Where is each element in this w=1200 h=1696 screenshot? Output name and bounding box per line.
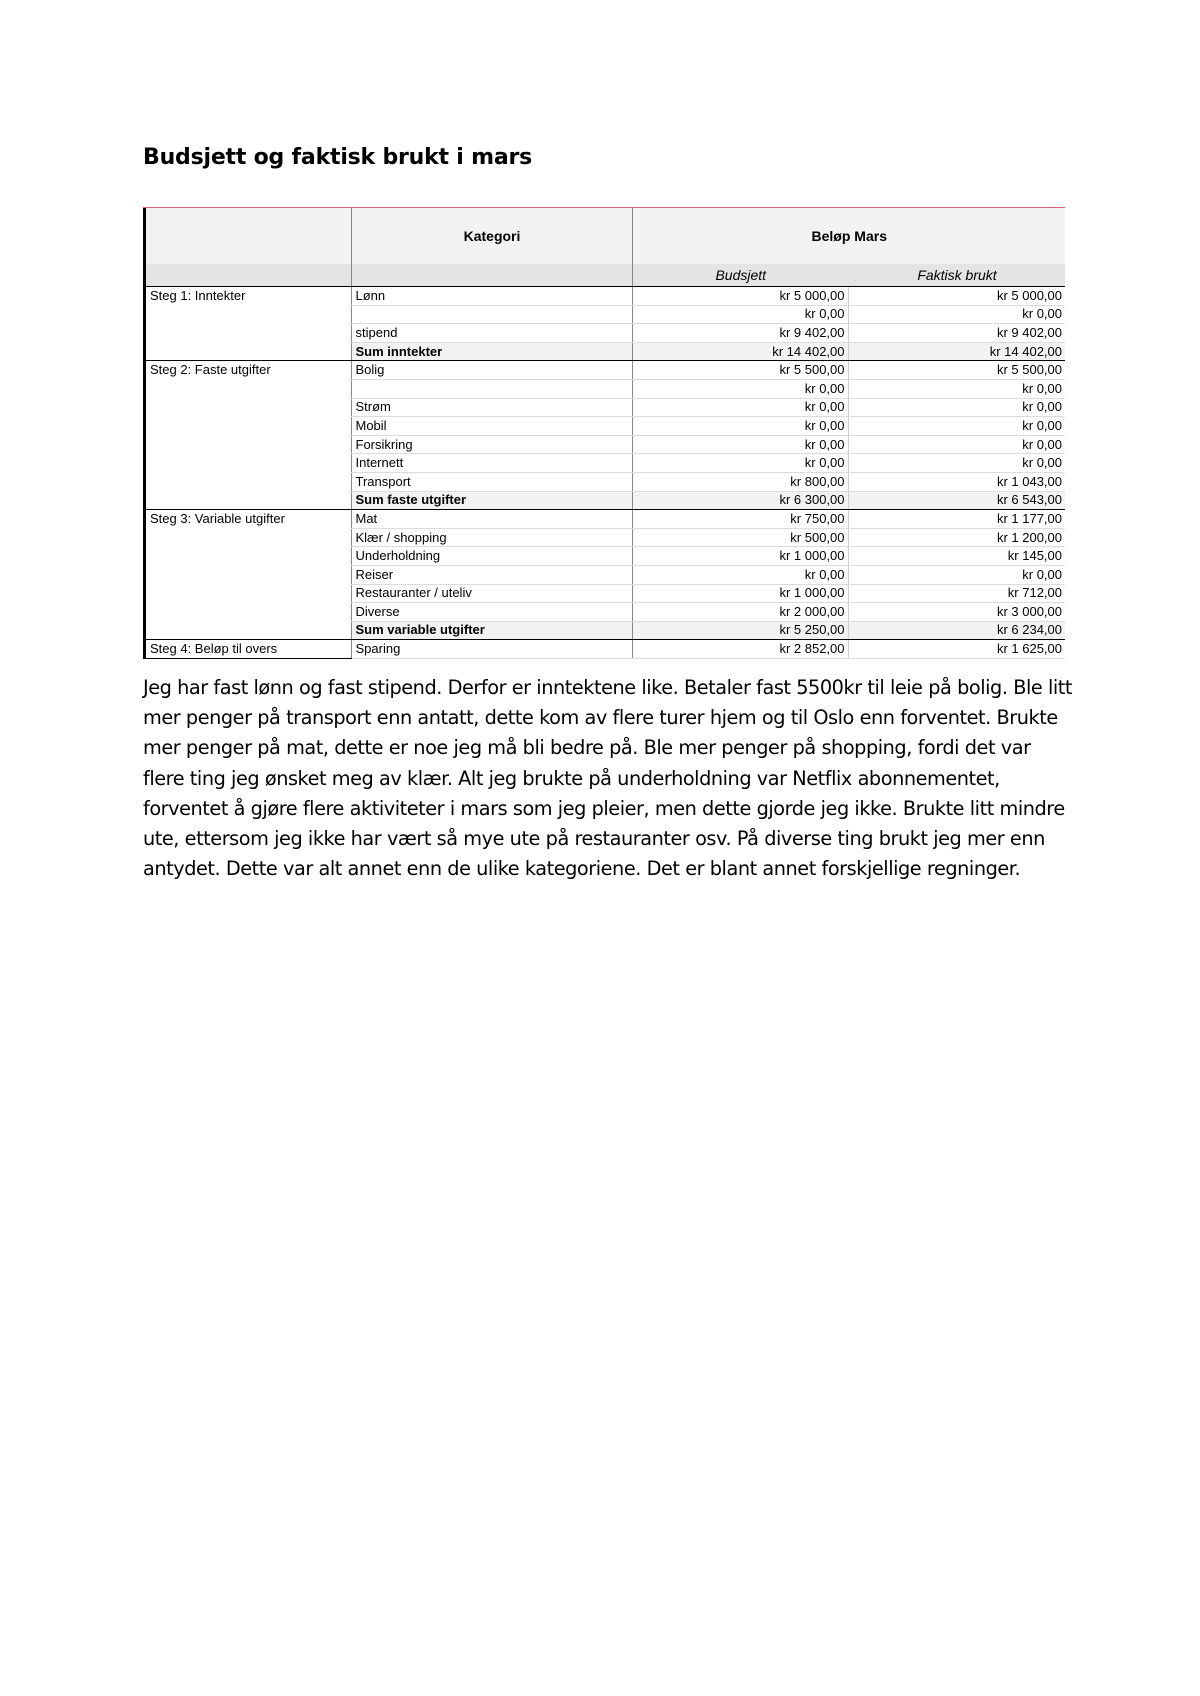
table-row	[143, 472, 1065, 491]
table-header-row	[143, 208, 1065, 264]
cell-steg: Steg 1: Inntekter	[150, 288, 246, 304]
cell-budsjett: kr 5 250,00	[632, 621, 848, 640]
table-row	[143, 528, 1065, 547]
commentary-paragraph	[143, 673, 1073, 884]
cell-faktisk: kr 0,00	[848, 398, 1065, 417]
cell-budsjett: kr 0,00	[632, 454, 848, 473]
cell-steg: Steg 4: Beløp til overs	[143, 640, 351, 659]
cell-faktisk: kr 0,00	[848, 565, 1065, 584]
table-row	[143, 305, 1065, 324]
header-faktisk-brukt: Faktisk brukt	[848, 264, 1065, 287]
cell-faktisk: kr 0,00	[848, 305, 1065, 324]
table-sum-row	[143, 491, 1065, 510]
cell-budsjett: kr 5 000,00	[632, 287, 848, 306]
cell-kategori: Strøm	[351, 398, 632, 417]
cell-steg	[143, 603, 351, 622]
cell-budsjett: kr 0,00	[632, 417, 848, 436]
cell-kategori: Mat	[351, 510, 632, 529]
cell-kategori: Lønn	[351, 287, 632, 306]
cell-kategori	[351, 379, 632, 398]
cell-faktisk: kr 6 543,00	[848, 491, 1065, 510]
subheader-empty-cell	[143, 264, 351, 287]
cell-steg	[143, 584, 351, 603]
cell-kategori: Diverse	[351, 603, 632, 622]
cell-steg	[143, 528, 351, 547]
cell-budsjett: kr 1 000,00	[632, 584, 848, 603]
header-belop-mars: Beløp Mars	[632, 208, 1065, 264]
cell-faktisk: kr 5 000,00	[848, 287, 1065, 306]
table-sum-row	[143, 621, 1065, 640]
header-empty-cell	[143, 208, 351, 264]
cell-kategori: Sparing	[351, 640, 632, 659]
cell-steg	[143, 324, 351, 343]
cell-steg	[143, 565, 351, 584]
table-row	[143, 584, 1065, 603]
header-budsjett: Budsjett	[632, 264, 848, 287]
cell-steg	[143, 547, 351, 566]
cell-budsjett: kr 0,00	[632, 398, 848, 417]
table-row	[143, 398, 1065, 417]
table-body	[143, 287, 1065, 659]
cell-faktisk: kr 0,00	[848, 435, 1065, 454]
cell-budsjett: kr 2 852,00	[632, 640, 848, 659]
table-row	[143, 287, 1065, 306]
table-row	[143, 565, 1065, 584]
subheader-empty-kategori	[351, 264, 632, 287]
cell-faktisk: kr 1 200,00	[848, 528, 1065, 547]
table-row	[143, 454, 1065, 473]
cell-kategori: stipend	[351, 324, 632, 343]
cell-budsjett: kr 0,00	[632, 435, 848, 454]
table-sum-row	[143, 342, 1065, 361]
table-row	[143, 324, 1065, 343]
table-row	[143, 379, 1065, 398]
cell-faktisk: kr 0,00	[848, 379, 1065, 398]
cell-faktisk: kr 1 043,00	[848, 472, 1065, 491]
cell-steg	[143, 417, 351, 436]
cell-kategori: Sum variable utgifter	[351, 621, 632, 640]
table-row	[143, 361, 1065, 380]
cell-steg	[143, 398, 351, 417]
cell-steg	[143, 621, 351, 640]
cell-kategori: Restauranter / uteliv	[351, 584, 632, 603]
cell-kategori: Mobil	[351, 417, 632, 436]
cell-steg: Steg 3: Variable utgifter	[150, 511, 285, 527]
table-row	[143, 510, 1065, 529]
cell-budsjett: kr 5 500,00	[632, 361, 848, 380]
cell-kategori: Forsikring	[351, 435, 632, 454]
budget-table	[143, 207, 1065, 659]
cell-steg	[143, 491, 351, 510]
table-row	[143, 547, 1065, 566]
cell-budsjett: kr 500,00	[632, 528, 848, 547]
cell-budsjett: kr 0,00	[632, 305, 848, 324]
cell-faktisk: kr 1 625,00	[848, 640, 1065, 659]
cell-kategori: Klær / shopping	[351, 528, 632, 547]
cell-faktisk: kr 0,00	[848, 454, 1065, 473]
cell-budsjett: kr 6 300,00	[632, 491, 848, 510]
cell-steg	[143, 305, 351, 324]
table-row	[143, 435, 1065, 454]
cell-faktisk: kr 712,00	[848, 584, 1065, 603]
cell-faktisk: kr 3 000,00	[848, 603, 1065, 622]
table-row	[143, 603, 1065, 622]
cell-kategori: Bolig	[351, 361, 632, 380]
cell-budsjett: kr 0,00	[632, 565, 848, 584]
cell-budsjett: kr 0,00	[632, 379, 848, 398]
cell-budsjett: kr 9 402,00	[632, 324, 848, 343]
cell-kategori: Underholdning	[351, 547, 632, 566]
cell-budsjett: kr 2 000,00	[632, 603, 848, 622]
cell-faktisk: kr 145,00	[848, 547, 1065, 566]
cell-budsjett: kr 800,00	[632, 472, 848, 491]
cell-steg	[143, 379, 351, 398]
cell-kategori: Internett	[351, 454, 632, 473]
cell-kategori: Sum inntekter	[351, 342, 632, 361]
cell-steg: Steg 2: Faste utgifter	[150, 362, 271, 378]
cell-budsjett: kr 14 402,00	[632, 342, 848, 361]
cell-budsjett: kr 750,00	[632, 510, 848, 529]
cell-steg	[143, 472, 351, 491]
cell-faktisk: kr 1 177,00	[848, 510, 1065, 529]
cell-kategori	[351, 305, 632, 324]
cell-steg	[143, 342, 351, 361]
cell-faktisk: kr 6 234,00	[848, 621, 1065, 640]
page-title: Budsjett og faktisk brukt i mars	[143, 145, 533, 170]
cell-steg	[143, 454, 351, 473]
header-kategori: Kategori	[351, 208, 632, 264]
cell-faktisk: kr 14 402,00	[848, 342, 1065, 361]
cell-faktisk: kr 0,00	[848, 417, 1065, 436]
cell-steg	[143, 435, 351, 454]
cell-faktisk: kr 9 402,00	[848, 324, 1065, 343]
cell-kategori: Sum faste utgifter	[351, 491, 632, 510]
table-subheader-row	[143, 264, 1065, 287]
table-row	[143, 640, 1065, 659]
cell-kategori: Reiser	[351, 565, 632, 584]
cell-kategori: Transport	[351, 472, 632, 491]
cell-faktisk: kr 5 500,00	[848, 361, 1065, 380]
cell-budsjett: kr 1 000,00	[632, 547, 848, 566]
table-row	[143, 417, 1065, 436]
commentary-text: Jeg har fast lønn og fast stipend. Derfor er inntektene like. Betaler fast 5500kr til leie på bolig. Ble litt mer penger på transport enn antatt, dette kom av flere turer hjem og til Oslo enn forventet. Brukte mer penger på mat, dette er noe jeg må bli bedre på. Ble mer penger på shopping, fordi det var flere ting jeg ønsket meg av klær. Alt jeg brukte på underholdning var Netflix abonnementet, forventet å gjøre flere aktiviteter i mars som jeg pleier, men dette gjorde jeg ikke. Brukte litt mindre ute, ettersom jeg ikke har vært så mye ute på restauranter osv. På diverse ting brukt jeg mer enn antydet. Dette var alt annet enn de ulike kategoriene. Det er blant annet forskjellige regninger.	[143, 676, 1073, 881]
